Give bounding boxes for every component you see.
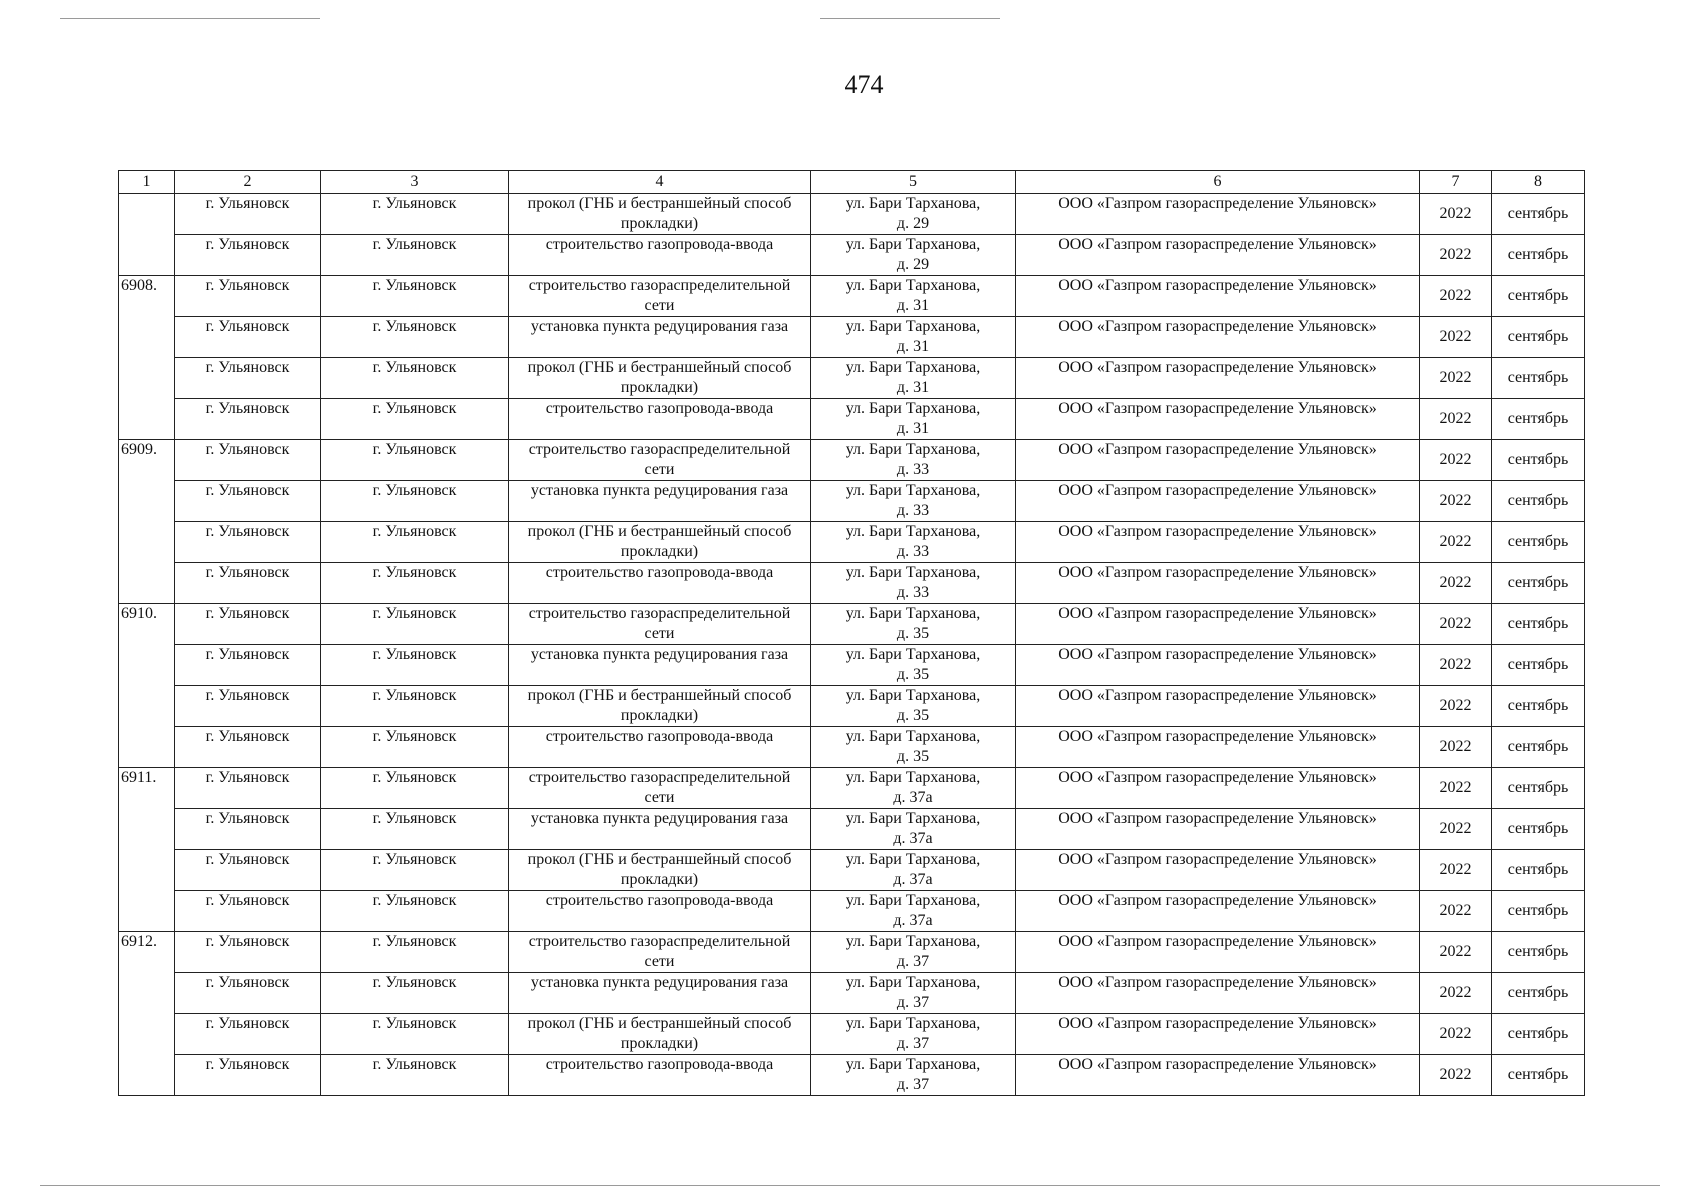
address-house: д. 35 (896, 666, 930, 683)
address-street: ул. Бари Тарханова, (845, 851, 981, 868)
table-row (119, 235, 1585, 276)
address-street: ул. Бари Тарханова, (845, 974, 981, 991)
year-cell: 2022 (1420, 809, 1492, 850)
table-row (119, 768, 1585, 809)
object-number-cell (119, 194, 175, 276)
address-street: ул. Бари Тарханова, (845, 482, 981, 499)
municipality-cell: г. Ульяновск (321, 194, 509, 235)
address-street: ул. Бари Тарханова, (845, 318, 981, 335)
organization-cell: ООО «Газпром газораспределение Ульяновск» (1016, 440, 1420, 481)
address-house: д. 37 (896, 953, 930, 970)
address-cell (811, 1014, 1016, 1055)
address-street: ул. Бари Тарханова, (845, 400, 981, 417)
object-number-cell: 6911. (119, 768, 175, 932)
municipality-cell: г. Ульяновск (321, 440, 509, 481)
address-cell (811, 768, 1016, 809)
settlement-cell: г. Ульяновск (175, 604, 321, 645)
settlement-cell: г. Ульяновск (175, 891, 321, 932)
year-cell: 2022 (1420, 850, 1492, 891)
address-cell (811, 850, 1016, 891)
settlement-cell: г. Ульяновск (175, 645, 321, 686)
work-type-cell: строительство газопровода-ввода (509, 1055, 811, 1096)
address-house: д. 31 (896, 338, 930, 355)
settlement-cell: г. Ульяновск (175, 686, 321, 727)
organization-cell: ООО «Газпром газораспределение Ульяновск» (1016, 809, 1420, 850)
address-street: ул. Бари Тарханова, (845, 1015, 981, 1032)
month-cell: сентябрь (1492, 399, 1585, 440)
table-row (119, 932, 1585, 973)
settlement-cell: г. Ульяновск (175, 1055, 321, 1096)
year-cell: 2022 (1420, 440, 1492, 481)
address-street: ул. Бари Тарханова, (845, 195, 981, 212)
work-type-cell: строительство газопровода-ввода (509, 727, 811, 768)
address-house: д. 31 (896, 379, 930, 396)
scan-artifact-bottom (40, 1185, 1660, 1186)
work-type-cell: прокол (ГНБ и бестраншейный способ прокладки) (509, 194, 811, 235)
column-header: 2 (175, 171, 321, 194)
settlement-cell: г. Ульяновск (175, 932, 321, 973)
column-header: 6 (1016, 171, 1420, 194)
table-row (119, 1014, 1585, 1055)
municipality-cell: г. Ульяновск (321, 809, 509, 850)
address-street: ул. Бари Тарханова, (845, 769, 981, 786)
address-cell (811, 809, 1016, 850)
address-house: д. 31 (896, 420, 930, 437)
address-house: д. 37а (893, 871, 933, 888)
work-type-cell: строительство газопровода-ввода (509, 563, 811, 604)
object-number-cell: 6908. (119, 276, 175, 440)
address-house: д. 29 (896, 256, 930, 273)
settlement-cell: г. Ульяновск (175, 973, 321, 1014)
municipality-cell: г. Ульяновск (321, 932, 509, 973)
month-cell: сентябрь (1492, 645, 1585, 686)
address-street: ул. Бари Тарханова, (845, 359, 981, 376)
address-cell (811, 1055, 1016, 1096)
address-cell (811, 276, 1016, 317)
gas-works-table-container (118, 170, 1584, 1096)
year-cell: 2022 (1420, 768, 1492, 809)
address-house: д. 37а (893, 830, 933, 847)
header-row (119, 171, 1585, 194)
settlement-cell: г. Ульяновск (175, 809, 321, 850)
scan-artifact-top-right (820, 18, 1000, 19)
address-house: д. 35 (896, 707, 930, 724)
work-type-cell: прокол (ГНБ и бестраншейный способ прокладки) (509, 358, 811, 399)
table-row (119, 440, 1585, 481)
address-cell (811, 358, 1016, 399)
year-cell: 2022 (1420, 1055, 1492, 1096)
month-cell: сентябрь (1492, 850, 1585, 891)
address-street: ул. Бари Тарханова, (845, 564, 981, 581)
page-number: 474 (844, 70, 884, 99)
year-cell: 2022 (1420, 604, 1492, 645)
address-house: д. 33 (896, 543, 930, 560)
organization-cell: ООО «Газпром газораспределение Ульяновск» (1016, 194, 1420, 235)
table-header (119, 171, 1585, 194)
table-row (119, 399, 1585, 440)
municipality-cell: г. Ульяновск (321, 850, 509, 891)
municipality-cell: г. Ульяновск (321, 1055, 509, 1096)
municipality-cell: г. Ульяновск (321, 1014, 509, 1055)
municipality-cell: г. Ульяновск (321, 358, 509, 399)
month-cell: сентябрь (1492, 235, 1585, 276)
month-cell: сентябрь (1492, 317, 1585, 358)
settlement-cell: г. Ульяновск (175, 563, 321, 604)
year-cell: 2022 (1420, 522, 1492, 563)
address-cell (811, 891, 1016, 932)
organization-cell: ООО «Газпром газораспределение Ульяновск» (1016, 399, 1420, 440)
address-house: д. 33 (896, 584, 930, 601)
address-street: ул. Бари Тарханова, (845, 523, 981, 540)
organization-cell: ООО «Газпром газораспределение Ульяновск» (1016, 850, 1420, 891)
address-house: д. 29 (896, 215, 930, 232)
address-cell (811, 194, 1016, 235)
year-cell: 2022 (1420, 686, 1492, 727)
column-header: 1 (119, 171, 175, 194)
table-row (119, 563, 1585, 604)
scan-artifact-top (60, 18, 320, 19)
address-cell (811, 399, 1016, 440)
address-street: ул. Бари Тарханова, (845, 933, 981, 950)
year-cell: 2022 (1420, 645, 1492, 686)
organization-cell: ООО «Газпром газораспределение Ульяновск» (1016, 235, 1420, 276)
organization-cell: ООО «Газпром газораспределение Ульяновск» (1016, 768, 1420, 809)
month-cell: сентябрь (1492, 1055, 1585, 1096)
object-number-cell: 6909. (119, 440, 175, 604)
address-house: д. 37 (896, 994, 930, 1011)
month-cell: сентябрь (1492, 727, 1585, 768)
municipality-cell: г. Ульяновск (321, 604, 509, 645)
work-type-cell: установка пункта редуцирования газа (509, 973, 811, 1014)
settlement-cell: г. Ульяновск (175, 276, 321, 317)
organization-cell: ООО «Газпром газораспределение Ульяновск» (1016, 727, 1420, 768)
settlement-cell: г. Ульяновск (175, 440, 321, 481)
column-header: 7 (1420, 171, 1492, 194)
year-cell: 2022 (1420, 235, 1492, 276)
month-cell: сентябрь (1492, 809, 1585, 850)
organization-cell: ООО «Газпром газораспределение Ульяновск» (1016, 645, 1420, 686)
month-cell: сентябрь (1492, 1014, 1585, 1055)
table-row (119, 194, 1585, 235)
table-row (119, 973, 1585, 1014)
year-cell: 2022 (1420, 1014, 1492, 1055)
address-street: ул. Бари Тарханова, (845, 810, 981, 827)
settlement-cell: г. Ульяновск (175, 522, 321, 563)
object-number-cell: 6912. (119, 932, 175, 1096)
address-cell (811, 522, 1016, 563)
organization-cell: ООО «Газпром газораспределение Ульяновск» (1016, 317, 1420, 358)
address-cell (811, 235, 1016, 276)
municipality-cell: г. Ульяновск (321, 973, 509, 1014)
work-type-cell: строительство газораспределительной сети (509, 932, 811, 973)
settlement-cell: г. Ульяновск (175, 481, 321, 522)
settlement-cell: г. Ульяновск (175, 317, 321, 358)
settlement-cell: г. Ульяновск (175, 358, 321, 399)
column-header: 5 (811, 171, 1016, 194)
settlement-cell: г. Ульяновск (175, 235, 321, 276)
municipality-cell: г. Ульяновск (321, 235, 509, 276)
table-row (119, 276, 1585, 317)
year-cell: 2022 (1420, 891, 1492, 932)
address-house: д. 37 (896, 1035, 930, 1052)
work-type-cell: установка пункта редуцирования газа (509, 809, 811, 850)
address-street: ул. Бари Тарханова, (845, 728, 981, 745)
organization-cell: ООО «Газпром газораспределение Ульяновск» (1016, 973, 1420, 1014)
year-cell: 2022 (1420, 973, 1492, 1014)
organization-cell: ООО «Газпром газораспределение Ульяновск» (1016, 1055, 1420, 1096)
year-cell: 2022 (1420, 563, 1492, 604)
work-type-cell: строительство газопровода-ввода (509, 399, 811, 440)
work-type-cell: строительство газопровода-ввода (509, 891, 811, 932)
work-type-cell: строительство газораспределительной сети (509, 276, 811, 317)
address-cell (811, 481, 1016, 522)
address-street: ул. Бари Тарханова, (845, 687, 981, 704)
settlement-cell: г. Ульяновск (175, 850, 321, 891)
address-cell (811, 604, 1016, 645)
municipality-cell: г. Ульяновск (321, 522, 509, 563)
month-cell: сентябрь (1492, 522, 1585, 563)
municipality-cell: г. Ульяновск (321, 727, 509, 768)
address-house: д. 37 (896, 1076, 930, 1093)
municipality-cell: г. Ульяновск (321, 276, 509, 317)
month-cell: сентябрь (1492, 973, 1585, 1014)
settlement-cell: г. Ульяновск (175, 1014, 321, 1055)
organization-cell: ООО «Газпром газораспределение Ульяновск» (1016, 563, 1420, 604)
address-house: д. 31 (896, 297, 930, 314)
gas-works-table (118, 170, 1585, 1096)
year-cell: 2022 (1420, 727, 1492, 768)
table-row (119, 850, 1585, 891)
month-cell: сентябрь (1492, 440, 1585, 481)
work-type-cell: прокол (ГНБ и бестраншейный способ прокладки) (509, 522, 811, 563)
work-type-cell: прокол (ГНБ и бестраншейный способ прокладки) (509, 850, 811, 891)
address-street: ул. Бари Тарханова, (845, 646, 981, 663)
organization-cell: ООО «Газпром газораспределение Ульяновск» (1016, 686, 1420, 727)
column-header: 8 (1492, 171, 1585, 194)
work-type-cell: прокол (ГНБ и бестраншейный способ прокладки) (509, 686, 811, 727)
month-cell: сентябрь (1492, 768, 1585, 809)
month-cell: сентябрь (1492, 563, 1585, 604)
table-row (119, 809, 1585, 850)
address-house: д. 33 (896, 502, 930, 519)
year-cell: 2022 (1420, 194, 1492, 235)
municipality-cell: г. Ульяновск (321, 768, 509, 809)
address-cell (811, 932, 1016, 973)
municipality-cell: г. Ульяновск (321, 645, 509, 686)
object-number-cell: 6910. (119, 604, 175, 768)
month-cell: сентябрь (1492, 481, 1585, 522)
table-row (119, 891, 1585, 932)
table-row (119, 604, 1585, 645)
year-cell: 2022 (1420, 399, 1492, 440)
address-street: ул. Бари Тарханова, (845, 236, 981, 253)
work-type-cell: строительство газораспределительной сети (509, 768, 811, 809)
column-header: 3 (321, 171, 509, 194)
organization-cell: ООО «Газпром газораспределение Ульяновск» (1016, 358, 1420, 399)
settlement-cell: г. Ульяновск (175, 194, 321, 235)
address-street: ул. Бари Тарханова, (845, 605, 981, 622)
address-cell (811, 727, 1016, 768)
table-row (119, 481, 1585, 522)
table-body (119, 194, 1585, 1096)
year-cell: 2022 (1420, 481, 1492, 522)
year-cell: 2022 (1420, 932, 1492, 973)
municipality-cell: г. Ульяновск (321, 563, 509, 604)
month-cell: сентябрь (1492, 358, 1585, 399)
organization-cell: ООО «Газпром газораспределение Ульяновск» (1016, 481, 1420, 522)
address-cell (811, 645, 1016, 686)
municipality-cell: г. Ульяновск (321, 399, 509, 440)
month-cell: сентябрь (1492, 604, 1585, 645)
municipality-cell: г. Ульяновск (321, 686, 509, 727)
work-type-cell: строительство газораспределительной сети (509, 440, 811, 481)
table-row (119, 522, 1585, 563)
organization-cell: ООО «Газпром газораспределение Ульяновск» (1016, 276, 1420, 317)
address-cell (811, 317, 1016, 358)
column-header: 4 (509, 171, 811, 194)
work-type-cell: установка пункта редуцирования газа (509, 645, 811, 686)
organization-cell: ООО «Газпром газораспределение Ульяновск» (1016, 1014, 1420, 1055)
address-street: ул. Бари Тарханова, (845, 277, 981, 294)
month-cell: сентябрь (1492, 891, 1585, 932)
settlement-cell: г. Ульяновск (175, 768, 321, 809)
municipality-cell: г. Ульяновск (321, 317, 509, 358)
organization-cell: ООО «Газпром газораспределение Ульяновск» (1016, 522, 1420, 563)
month-cell: сентябрь (1492, 686, 1585, 727)
month-cell: сентябрь (1492, 932, 1585, 973)
year-cell: 2022 (1420, 317, 1492, 358)
address-house: д. 35 (896, 625, 930, 642)
settlement-cell: г. Ульяновск (175, 399, 321, 440)
table-row (119, 317, 1585, 358)
address-cell (811, 440, 1016, 481)
organization-cell: ООО «Газпром газораспределение Ульяновск» (1016, 932, 1420, 973)
work-type-cell: строительство газопровода-ввода (509, 235, 811, 276)
table-row (119, 358, 1585, 399)
table-row (119, 645, 1585, 686)
organization-cell: ООО «Газпром газораспределение Ульяновск» (1016, 604, 1420, 645)
year-cell: 2022 (1420, 358, 1492, 399)
month-cell: сентябрь (1492, 276, 1585, 317)
work-type-cell: установка пункта редуцирования газа (509, 481, 811, 522)
address-cell (811, 563, 1016, 604)
work-type-cell: строительство газораспределительной сети (509, 604, 811, 645)
address-street: ул. Бари Тарханова, (845, 1056, 981, 1073)
work-type-cell: установка пункта редуцирования газа (509, 317, 811, 358)
table-row (119, 686, 1585, 727)
table-row (119, 1055, 1585, 1096)
municipality-cell: г. Ульяновск (321, 891, 509, 932)
organization-cell: ООО «Газпром газораспределение Ульяновск» (1016, 891, 1420, 932)
address-house: д. 37а (893, 789, 933, 806)
year-cell: 2022 (1420, 276, 1492, 317)
address-cell (811, 686, 1016, 727)
address-house: д. 37а (893, 912, 933, 929)
address-street: ул. Бари Тарханова, (845, 892, 981, 909)
address-street: ул. Бари Тарханова, (845, 441, 981, 458)
settlement-cell: г. Ульяновск (175, 727, 321, 768)
address-house: д. 35 (896, 748, 930, 765)
address-house: д. 33 (896, 461, 930, 478)
municipality-cell: г. Ульяновск (321, 481, 509, 522)
month-cell: сентябрь (1492, 194, 1585, 235)
work-type-cell: прокол (ГНБ и бестраншейный способ прокладки) (509, 1014, 811, 1055)
table-row (119, 727, 1585, 768)
address-cell (811, 973, 1016, 1014)
